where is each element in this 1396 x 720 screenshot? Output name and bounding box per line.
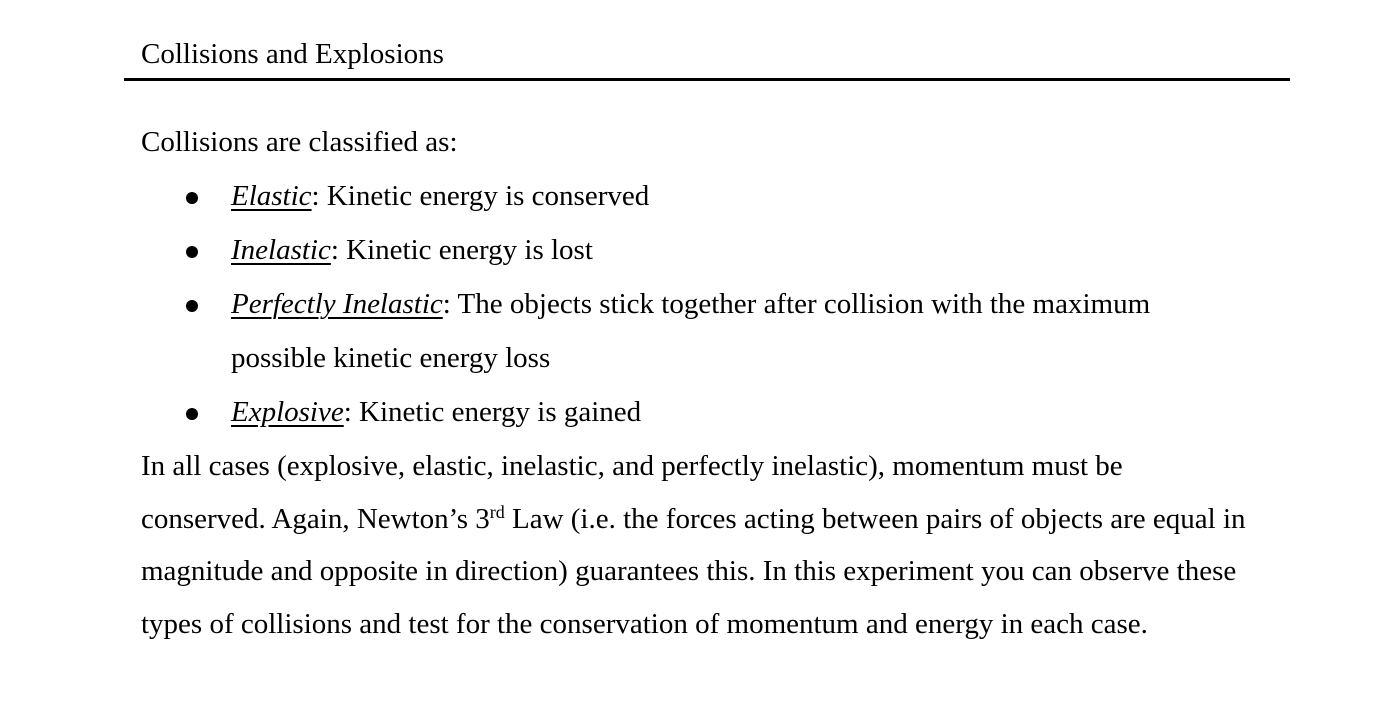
body-paragraph — [141, 440, 1251, 650]
intro-text: Collisions are classified as: — [141, 126, 458, 158]
term-description: : Kinetic energy is conserved — [311, 180, 650, 212]
paragraph-text-start: In all cases (explosive, elastic, inelastic, and perfectly inelastic), momentum must be conserved. Again, Newton’s 3 — [141, 450, 1123, 535]
ordinal-superscript: rd — [489, 501, 505, 522]
list-item-text — [231, 223, 1231, 277]
header-divider — [124, 78, 1290, 81]
list-item-text — [231, 277, 1211, 385]
bullet-icon — [186, 408, 198, 420]
term-description: : The objects stick together after collision with the maximum possible kinetic energy loss — [231, 288, 1151, 374]
paragraph-text-end: Law (i.e. the forces acting between pairs of objects are equal in magnitude and opposite in direction) guarantees this. In this experiment you can observe these types of collisions and test for the conservation of momentum and energy in each case. — [141, 502, 1246, 640]
term-label: Perfectly Inelastic — [231, 288, 443, 320]
term-label: Elastic — [231, 180, 312, 212]
term-label: Explosive — [231, 396, 344, 428]
bullet-icon — [186, 192, 198, 204]
bullet-icon — [186, 246, 198, 258]
list-item-text — [231, 385, 1231, 439]
bullet-icon — [186, 300, 198, 312]
section-title: Collisions and Explosions — [141, 38, 444, 70]
term-description: : Kinetic energy is gained — [343, 396, 642, 428]
list-item-text — [231, 169, 1231, 223]
term-label: Inelastic — [231, 234, 331, 266]
term-description: : Kinetic energy is lost — [330, 234, 593, 266]
